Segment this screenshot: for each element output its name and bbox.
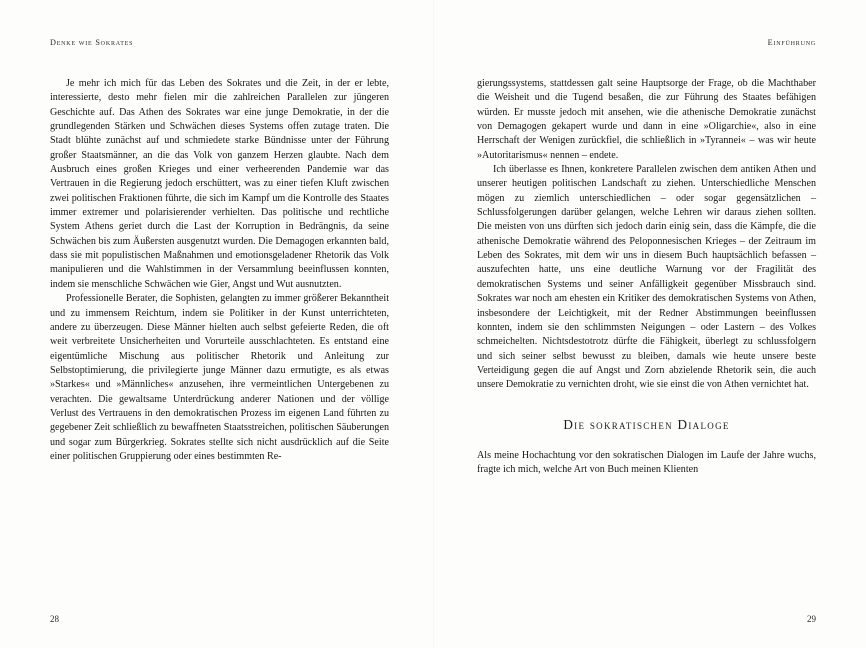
right-page-body — [477, 77, 816, 478]
running-head-right: Einführung — [767, 38, 816, 47]
folio-left: 28 — [50, 614, 59, 624]
paragraph: Als meine Hochachtung vor den sokratischen Dialogen im Laufe der Jahre wuchs, fragte ich mich, welche Art von Buch meinen Klienten — [477, 449, 816, 476]
paragraph: gierungssystems, stattdessen galt seine Hauptsorge der Frage, ob die Machthaber die Weisheit und die Tugend besaßen, die zur Führung des Staates befähigen würden. Er musste jedoch mit ansehen, wie die athenische Demokratie zunächst von Demagogen gekapert wurde und dann in eine »Oligarchie«, also in eine Herrschaft der Wenigen zurückfiel, die schließlich in »Tyrannei« – was wir heute »Autoritarismus« nennen – endete. — [477, 78, 816, 161]
section-title: Die sokratischen Dialoge — [563, 416, 730, 432]
paragraph: Je mehr ich mich für das Leben des Sokrates und die Zeit, in der er lebte, interessierte, desto mehr fielen mir die zahlreichen Parallelen zur jüngeren Geschichte auf. Das Athen des Sokrates war eine junge Demokratie, in der die grundlegenden Stärken und Schwächen dieses Systems offen zutage traten. Die Stadt blühte zunächst auf und schmiedete starke Bündnisse unter der Führung großer Staatsmänner, an die das Volk von ganzem Herzen glaubte. Nach dem Ausbruch eines großen Krieges und einer verheerenden Pandemie war das Vertrauen in die Regierung jedoch erschüttert, was zu einer tiefen Kluft zwischen zwei politischen Fraktionen führte, die sich im Kampf um die Kontrolle des Staates immer extremer und polarisierender verhielten. Das politische und rechtliche System Athens geriet durch die Last der Korruption in Bedrängnis, da seine Schwächen bis zum Äußersten ausgenutzt wurden. Die Demagogen erkannten bald, dass sie mit populistischen Maßnahmen und emotionsgeladener Rhetorik das Volk manipulieren und die Wahlstimmen in der Versammlung beeinflussen konnten, indem sie menschliche Schwächen wie Gier, Angst und Wut ausnutzten. — [50, 78, 389, 290]
paragraph: Professionelle Berater, die Sophisten, gelangten zu immer größerer Bekanntheit und zu immensem Reichtum, indem sie Politiker in der Kunst unterrichteten, andere zu überzeugen. Diese Männer hielten auch selbst gefeierte Reden, die oft weit verbreitete Unsicherheiten und Vorurteile ausschlachteten. Es entstand eine eigentümliche Mischung aus politischer Rhetorik und Anleitung zur Selbstoptimierung, die privilegierte junge Männer dazu ermutigte, es als etwas »Starkes« und »Männliches« anzusehen, ihre vermeintlichen Untergebenen zu verachten. Die gewaltsame Unterdrückung anderer Nationen und der völlige Verlust des Vertrauens in den demokratischen Prozess im eigenen Land führten zu gegebener Zeit schließlich zu bewaffneten Staatsstreichen, politischen Säuberungen und sogar zum Bürgerkrieg. Sokrates stellte sich nicht ausdrücklich auf die Seite einer politischen Gruppierung oder eines bestimmten Re- — [50, 293, 389, 462]
running-head-left: Denke wie Sokrates — [50, 38, 134, 47]
left-page-body — [50, 77, 389, 464]
paragraph: Ich überlasse es Ihnen, konkretere Parallelen zwischen dem antiken Athen und unserer heutigen politischen Landschaft zu ziehen. Unterschiedliche Menschen mögen zu ziemlich unterschiedlichen – oder sogar gegensätzlichen – Schlussfolgerungen darüber gelangen, welche Lehren wir daraus ziehen sollten. Die meisten von uns dürften sich jedoch darin einig sein, dass die Kämpfe, die die athenische Demokratie während des Peloponnesischen Krieges – der Zeitraum im Leben des Sokrates, mit dem wir uns in diesem Buch hauptsächlich befassen – auszufechten hatte, uns eine deutliche Warnung vor der Fragilität des demokratischen Systems und seiner Anfälligkeit gegenüber Missbrauch sind. Sokrates war noch am ehesten ein Kritiker des demokratischen Systems von Athen, insbesondere der Leichtigkeit, mit der Redner Abstimmungen beeinflussen konnten, indem sie den schlimmsten Neigungen – oder Lastern – des Volkes schmeichelten. Nichtsdestotrotz dürfte die Fähigkeit, überlegt zu schlussfolgern und sich seiner selbst bewusst zu bleiben, damals wie heute unsere beste Verteidigung gegen die auf Angst und Zorn abzielende Rhetorik sein, die auch unsere Demokratie zu vernichten droht, wie sie einst die von Athen vernichtet hat. — [477, 164, 816, 391]
folio-right: 29 — [807, 614, 816, 624]
right-page — [433, 0, 866, 648]
